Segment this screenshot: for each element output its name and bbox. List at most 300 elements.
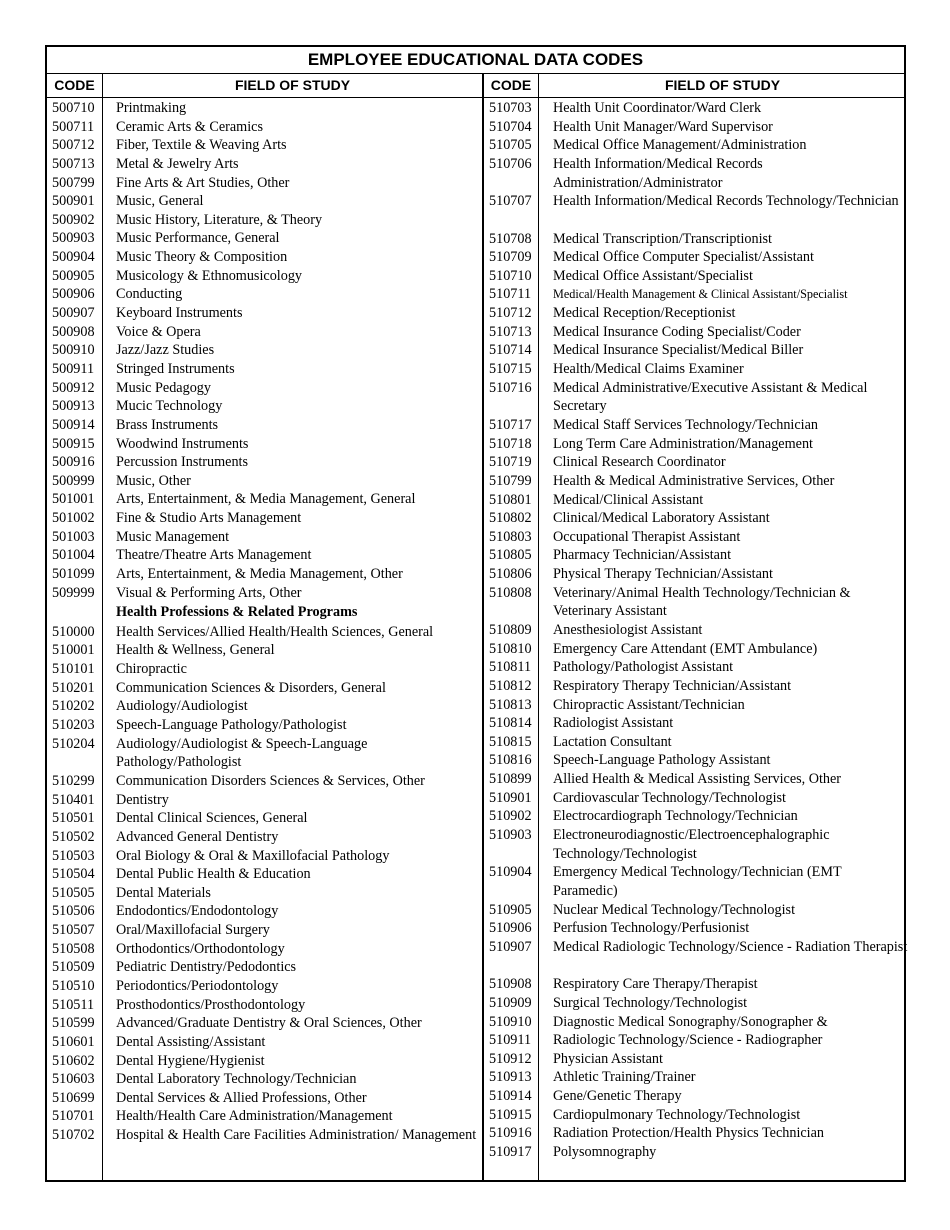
table-row [484,1106,908,1125]
table-row [47,285,486,304]
field-cell: Medical Staff Services Technology/Technician [553,416,818,433]
table-row [47,397,486,416]
field-cell: Health Unit Manager/Ward Supervisor [553,118,773,135]
table-row [47,809,486,828]
field-cell: Arts, Entertainment, & Media Management, Other [116,566,403,583]
table-row [484,901,908,920]
field-cell: Pathology/Pathologist Assistant [553,659,734,676]
code-cell: 500915 [52,435,95,452]
field-cell: Stringed Instruments [116,360,235,377]
table-row [47,155,486,174]
field-cell: Electroneurodiagnostic/Electroencephalographic Technology/Technologist [553,827,830,862]
field-cell: Mucic Technology [116,398,223,415]
field-cell: Respiratory Care Therapy/Therapist [553,976,758,993]
code-cell: 510814 [489,715,532,732]
code-cell: 510401 [52,791,95,808]
field-cell: Music Performance, General [116,230,280,247]
field-cell: Ceramic Arts & Ceramics [116,118,263,135]
code-cell: 501002 [52,510,95,527]
table-row [484,863,908,900]
field-cell: Conducting [116,286,183,303]
code-cell: 510705 [489,137,532,154]
table-row [484,770,908,789]
field-cell: Perfusion Technology/Perfusionist [553,920,750,937]
field-cell: Long Term Care Administration/Management [553,435,813,452]
code-cell: 500906 [52,286,95,303]
code-cell: 510201 [52,679,95,696]
field-cell: Jazz/Jazz Studies [116,342,215,359]
table-row [47,118,486,137]
table-row [484,640,908,659]
field-cell: Health/Medical Claims Examiner [553,361,744,377]
code-cell: 500913 [52,398,95,415]
field-cell: Physical Therapy Technician/Assistant [553,566,773,583]
field-cell: Music History, Literature, & Theory [116,211,323,228]
table-row [47,211,486,230]
table-row [47,99,486,118]
code-cell: 510806 [489,566,532,583]
code-cell: 510299 [52,772,95,789]
table-row [484,341,908,360]
table-row [47,996,486,1015]
table-row [47,584,486,603]
code-cell: 510599 [52,1015,95,1032]
table-row [484,565,908,584]
code-cell: 510902 [489,808,532,825]
field-cell: Music Theory & Composition [116,249,288,266]
table-row [484,509,908,528]
field-cell: Pharmacy Technician/Assistant [553,547,732,564]
field-cell: Clinical/Medical Laboratory Assistant [553,510,770,527]
table-row [484,751,908,770]
field-cell: Visual & Performing Arts, Other [116,584,302,601]
table-row [484,919,908,938]
code-cell: 510899 [489,771,532,788]
field-cell: Audiology/Audiologist [116,698,248,715]
code-cell: 500713 [52,155,95,172]
code-cell: 500912 [52,379,95,396]
table-row [484,696,908,715]
table-row [47,565,486,584]
field-cell: Emergency Care Attendant (EMT Ambulance) [553,640,818,657]
field-cell: Polysomnography [553,1143,657,1160]
table-row [47,546,486,565]
table-row [47,1014,486,1033]
field-cell: Theatre/Theatre Arts Management [116,547,312,564]
code-cell: 510502 [52,828,95,845]
field-cell: Oral/Maxillofacial Surgery [116,922,270,939]
code-cell: 510717 [489,416,532,433]
code-cell: 510506 [52,903,95,920]
field-cell: Occupational Therapist Assistant [553,528,741,545]
field-cell: Endodontics/Endodontology [116,903,279,920]
code-cell: 500799 [52,174,95,191]
table-row [484,230,908,249]
field-cell: Advanced/Graduate Dentistry & Oral Sciences, Other [116,1015,422,1032]
code-cell: 510808 [489,584,532,601]
table-row [47,679,486,698]
code-cell: 500908 [52,323,95,340]
code-cell: 500905 [52,267,95,284]
code-cell: 501003 [52,528,95,545]
table-row [484,938,908,975]
table-row [484,453,908,472]
field-cell: Physician Assistant [553,1050,663,1067]
table-row [484,304,908,323]
table-title: EMPLOYEE EDUCATIONAL DATA CODES [307,50,644,69]
field-cell: Allied Health & Medical Assisting Services, Other [553,771,842,788]
table-row [47,921,486,940]
code-cell: 510913 [489,1069,532,1086]
code-cell: 510813 [489,696,532,713]
table-row [47,416,486,435]
table-row [47,379,486,398]
field-cell: Emergency Medical Technology/Technician (EMT Paramedic) [553,864,842,899]
field-cell: Dentistry [116,791,169,808]
code-cell: 510507 [52,922,95,939]
code-cell: 500907 [52,305,95,322]
code-cell: 509999 [52,584,95,601]
code-cell: 510801 [489,491,532,508]
table-row [47,1033,486,1052]
field-cell: Oral Biology & Oral & Maxillofacial Pathology [116,847,390,864]
field-cell: Dental Clinical Sciences, General [116,810,308,827]
left-code-header: CODE [54,77,95,93]
table-row [484,248,908,267]
table-row [484,416,908,435]
code-cell: 510905 [489,901,532,918]
code-cell: 510508 [52,940,95,957]
table-row [484,379,908,416]
field-cell: Periodontics/Periodontology [116,977,279,994]
field-cell: Dental Laboratory Technology/Technician [116,1071,357,1088]
field-cell: Prosthodontics/Prosthodontology [116,996,306,1013]
code-cell: 510509 [52,959,95,976]
field-cell: Medical Office Computer Specialist/Assistant [553,249,814,266]
code-cell: 510810 [489,640,532,657]
code-cell: 510510 [52,977,95,994]
field-cell: Medical Reception/Receptionist [553,305,736,322]
code-cell: 510601 [52,1033,95,1050]
field-cell: Keyboard Instruments [116,305,243,322]
field-cell: Medical Office Management/Administration [553,137,807,154]
code-cell: 510715 [489,361,532,377]
table-row [484,807,908,826]
field-cell: Music Pedagogy [116,379,211,396]
code-cell: 510602 [52,1052,95,1069]
code-cell: 510916 [489,1125,532,1142]
code-cell: 500711 [52,118,95,135]
code-cell: 510811 [489,659,532,676]
code-cell: 510503 [52,847,95,864]
field-cell: Medical Insurance Coding Specialist/Coder [553,323,801,340]
table-row [47,509,486,528]
code-cell: 500999 [52,472,95,489]
table-row [484,360,908,379]
code-cell: 510101 [52,661,95,678]
code-cell: 510915 [489,1106,532,1123]
table-row [47,977,486,996]
field-cell: Veterinary/Animal Health Technology/Technician & Veterinary Assistant [553,584,851,620]
field-cell: Arts, Entertainment, & Media Management, General [116,491,416,508]
code-cell: 510709 [489,249,532,266]
table-row [484,267,908,286]
table-row [484,1031,908,1050]
code-cell: 510704 [489,118,532,135]
table-row [47,940,486,959]
table-row [47,884,486,903]
code-cell: 510713 [489,323,532,340]
code-cell: 510708 [489,230,532,247]
table-row [484,994,908,1013]
field-cell: Pediatric Dentistry/Pedodontics [116,959,297,976]
code-cell: 510904 [489,864,532,881]
table-row [47,229,486,248]
code-cell: 510805 [489,547,532,564]
code-cell: 510703 [489,100,532,116]
code-cell: 500904 [52,249,95,266]
code-cell: 510701 [52,1108,95,1125]
field-cell: Radiation Protection/Health Physics Technician [553,1125,825,1142]
section-heading: Health Professions & Related Programs [116,604,358,621]
field-cell: Brass Instruments [116,416,219,433]
code-cell: 510809 [489,622,532,638]
code-cell: 510706 [489,155,532,172]
table-row [47,267,486,286]
field-cell: Anesthesiologist Assistant [553,622,703,638]
field-cell: Surgical Technology/Technologist [553,994,748,1011]
field-cell: Radiologist Assistant [553,715,674,732]
field-cell: Musicology & Ethnomusicology [116,267,303,284]
field-cell: Chiropractic Assistant/Technician [553,696,745,713]
code-cell: 500914 [52,416,95,433]
table-row [47,360,486,379]
code-cell: 510712 [489,305,532,322]
table-row [47,136,486,155]
code-cell: 510603 [52,1071,95,1088]
code-cell: 510505 [52,884,95,901]
code-cell: 510901 [489,789,532,806]
right-column [484,99,908,1162]
codes-table [45,45,906,1182]
code-cell: 510799 [489,472,532,489]
table-row [484,1124,908,1143]
field-cell: Radiologic Technology/Science - Radiographer [553,1032,823,1049]
field-cell: Speech-Language Pathology Assistant [553,752,771,769]
code-cell: 510511 [52,996,95,1013]
table-row [484,789,908,808]
code-cell: 500902 [52,211,95,228]
table-row [47,435,486,454]
table-row [484,1050,908,1069]
code-cell: 500712 [52,137,95,154]
table-row [484,677,908,696]
code-cell: 510815 [489,733,532,750]
code-cell: 510710 [489,267,532,284]
code-cell: 510909 [489,994,532,1011]
field-cell: Audiology/Audiologist & Speech-Language Pathology/Pathologist [116,735,368,771]
field-cell: Cardiovascular Technology/Technologist [553,789,786,806]
divider [47,97,904,98]
code-cell: 510917 [489,1143,532,1160]
table-row [47,174,486,193]
table-row [47,828,486,847]
code-cell: 501004 [52,547,95,564]
right-field-header: FIELD OF STUDY [664,77,781,93]
table-row [47,1070,486,1089]
table-row [484,658,908,677]
code-cell: 500710 [52,100,95,116]
code-cell: 510911 [489,1032,532,1049]
table-row [47,304,486,323]
table-row [484,155,908,192]
table-row [484,118,908,137]
code-cell: 510699 [52,1089,95,1106]
table-row [47,453,486,472]
field-cell: Gene/Genetic Therapy [553,1088,682,1105]
code-cell: 510912 [489,1050,532,1067]
table-row [484,1013,908,1032]
field-cell: Health/Health Care Administration/Management [116,1108,393,1125]
field-cell: Music, Other [116,472,191,489]
field-cell: Medical Administrative/Executive Assistant & Medical Secretary [553,379,868,415]
field-cell: Hospital & Health Care Facilities Administration/ Management [116,1127,477,1144]
code-cell: 510816 [489,752,532,769]
table-row [47,772,486,791]
table-row [47,472,486,491]
field-cell: Electrocardiograph Technology/Technician [553,808,798,825]
code-cell: 510903 [489,827,532,844]
table-row [484,472,908,491]
field-cell: Communication Disorders Sciences & Services, Other [116,772,425,789]
code-cell: 500903 [52,230,95,247]
code-cell: 510702 [52,1127,95,1144]
code-cell: 500911 [52,360,95,377]
code-cell: 510812 [489,677,532,694]
table-row [484,826,908,863]
table-row [47,192,486,211]
field-cell: Metal & Jewelry Arts [116,155,239,172]
table-row [47,1126,486,1163]
table-row [47,902,486,921]
field-cell: Medical Insurance Specialist/Medical Biller [553,342,804,359]
field-cell: Printmaking [116,100,187,116]
table-row [484,99,908,118]
table-row [47,1107,486,1126]
table-row [484,491,908,510]
field-cell: Percussion Instruments [116,454,249,471]
code-cell: 510908 [489,976,532,993]
field-cell: Voice & Opera [116,323,201,340]
code-cell: 500901 [52,193,95,210]
field-cell: Dental Public Health & Education [116,866,311,883]
field-cell: Medical/Health Management & Clinical Assistant/Specialist [553,287,848,302]
code-cell: 510204 [52,735,95,752]
code-cell: 510906 [489,920,532,937]
field-cell: Dental Hygiene/Hygienist [116,1052,265,1069]
code-cell: 510707 [489,193,532,210]
field-cell: Orthodontics/Orthodontology [116,940,285,957]
field-cell: Health Information/Medical Records Administration/Administrator [553,155,763,191]
code-cell: 510001 [52,642,95,659]
table-row [484,528,908,547]
code-cell: 510501 [52,810,95,827]
table-row [47,623,486,642]
code-cell: 501001 [52,491,95,508]
field-cell: Fine Arts & Art Studies, Other [116,174,290,191]
code-cell: 500916 [52,454,95,471]
field-cell: Medical/Clinical Assistant [553,491,704,508]
field-cell: Lactation Consultant [553,733,672,750]
field-cell: Respiratory Therapy Technician/Assistant [553,677,792,694]
code-cell: 510719 [489,454,532,471]
field-cell: Athletic Training/Trainer [553,1069,696,1086]
field-cell: Cardiopulmonary Technology/Technologist [553,1106,801,1123]
field-cell: Health Unit Coordinator/Ward Clerk [553,100,762,116]
table-row [47,641,486,660]
code-cell: 510803 [489,528,532,545]
table-row [47,660,486,679]
field-cell: Dental Materials [116,884,211,901]
table-row [47,1089,486,1108]
section-heading-row [47,602,486,623]
field-cell: Dental Services & Allied Professions, Other [116,1089,367,1106]
field-cell: Dental Assisting/Assistant [116,1033,266,1050]
table-row [47,697,486,716]
left-column [47,99,486,1163]
table-row [47,528,486,547]
field-cell: Health Services/Allied Health/Health Sciences, General [116,623,434,640]
table-row [484,192,908,229]
table-row [47,248,486,267]
code-cell: 510914 [489,1088,532,1105]
field-cell: Fine & Studio Arts Management [116,510,302,527]
table-row [47,958,486,977]
field-cell: Music Management [116,528,230,545]
left-field-header: FIELD OF STUDY [234,77,351,93]
field-cell: Advanced General Dentistry [116,828,279,845]
code-cell: 510907 [489,938,532,955]
table-row [484,1068,908,1087]
code-cell: 501099 [52,566,95,583]
field-cell: Woodwind Instruments [116,435,249,452]
table-row [47,323,486,342]
table-row [484,546,908,565]
table-row [47,847,486,866]
table-row [484,584,908,621]
code-cell: 510802 [489,510,532,527]
table-row [484,621,908,640]
table-row [47,1052,486,1071]
table-row [484,975,908,994]
table-row [47,490,486,509]
field-cell: Medical Office Assistant/Specialist [553,267,753,284]
table-row [484,714,908,733]
table-row [484,136,908,155]
code-cell: 510718 [489,435,532,452]
code-cell: 510504 [52,866,95,883]
field-cell: Medical Radiologic Technology/Science - Radiation Therapist [553,938,908,955]
field-cell: Fiber, Textile & Weaving Arts [116,137,287,154]
field-cell: Nuclear Medical Technology/Technologist [553,901,796,918]
code-cell: 510203 [52,717,95,733]
field-cell: Medical Transcription/Transcriptionist [553,230,772,247]
table-row [484,1143,908,1162]
table-row [47,716,486,735]
code-cell [47,602,111,623]
field-cell: Health Information/Medical Records Technology/Technician [553,193,899,210]
code-cell: 510711 [489,286,532,303]
